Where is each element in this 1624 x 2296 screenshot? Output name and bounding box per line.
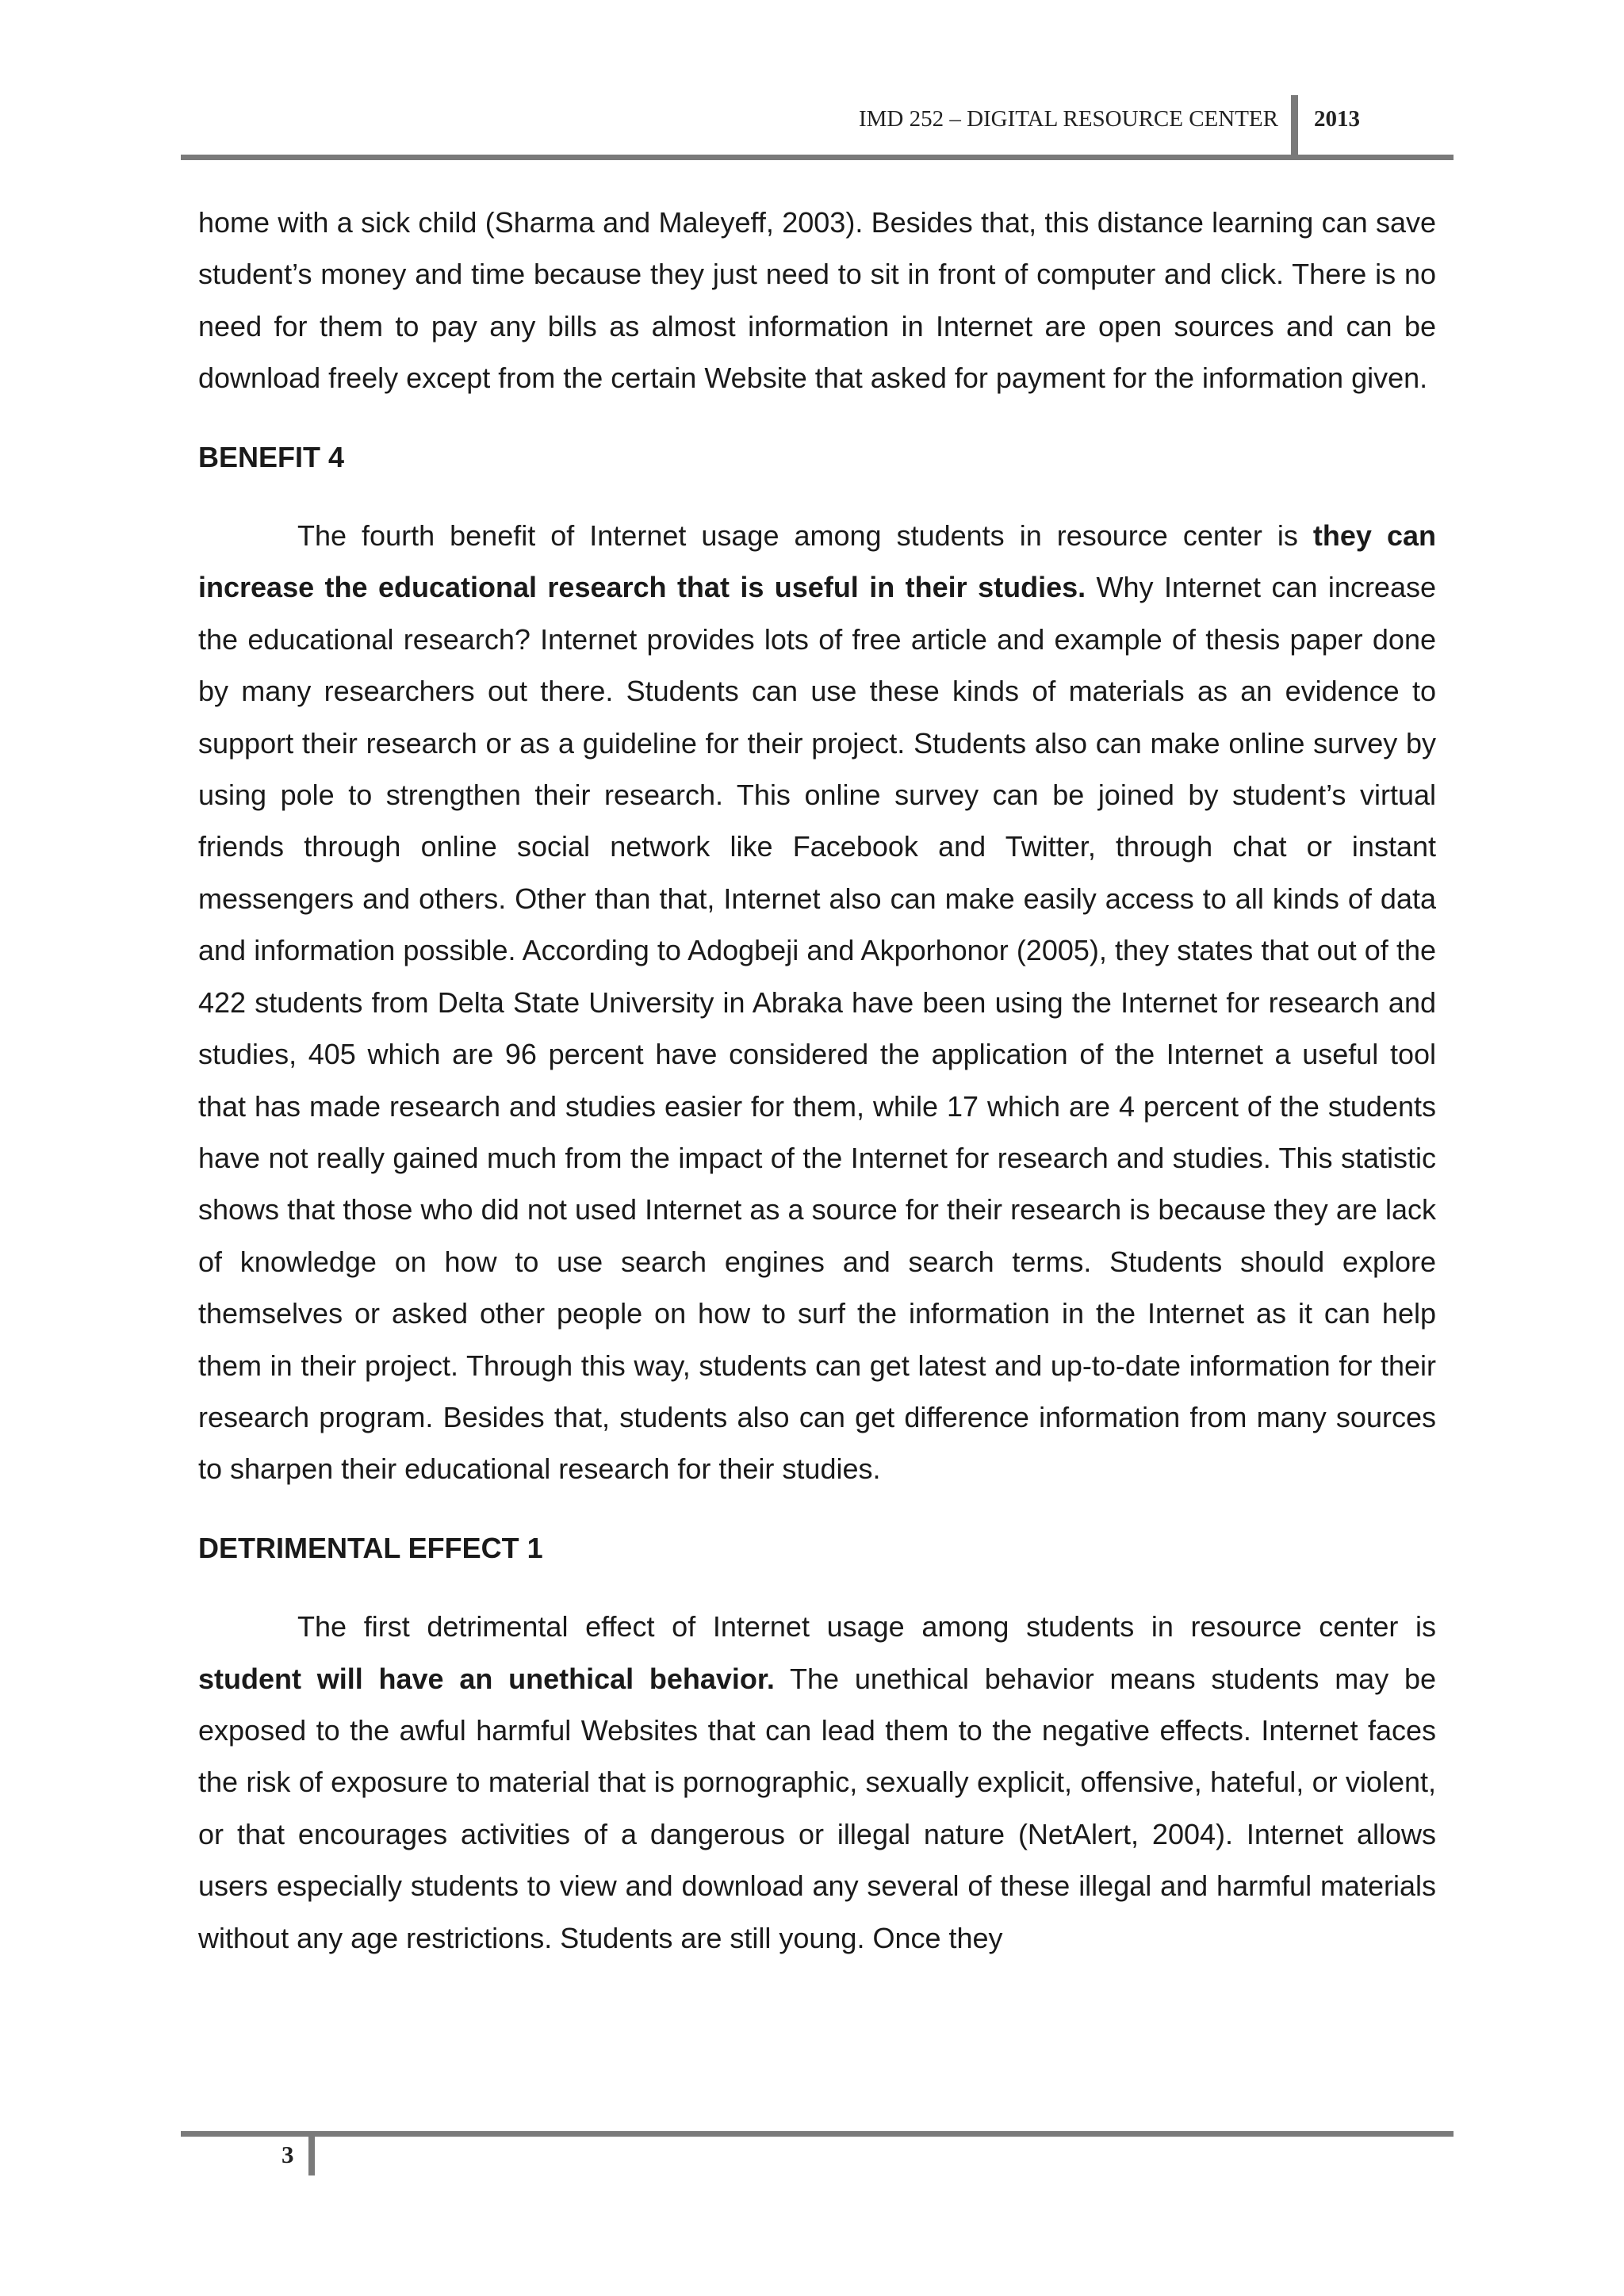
page-body	[198, 197, 1436, 1964]
paragraph-intro: home with a sick child (Sharma and Maleyeff, 2003). Besides that, this distance learning can save student’s money and time because they just need to sit in front of computer and click. There is no need for them to pay any bills as almost information in Internet are open sources and can be download freely except from the certain Website that asked for payment for the information given.	[198, 206, 1436, 395]
header-title: IMD 252 – DIGITAL RESOURCE CENTER	[858, 106, 1278, 132]
header-rule	[181, 155, 1454, 160]
paragraph-benefit-4-rest: Why Internet can increase the educational research? Internet provides lots of free article and example of thesis paper done by many researchers out there. Students can use these kinds of materials as an evidence to support their research or as a guideline for their project. Students also can make online survey by using pole to strengthen their research. This online survey can be joined by student’s virtual friends through online social network like Facebook and Twitter, through chat or instant messengers and others. Other than that, Internet also can make easily access to all kinds of data and information possible. According to Adogbeji and Akporhonor (2005), they states that out of the 422 students from Delta State University in Abraka have been using the Internet for research and studies, 405 which are 96 percent have considered the application of the Internet a useful tool that has made research and studies easier for them, while 17 which are 4 percent of the students have not really gained much from the impact of the Internet for research and studies. This statistic shows that those who did not used Internet as a source for their research is because they are lack of knowledge on how to use search engines and search terms. Students should explore themselves or asked other people on how to surf the information in the Internet as it can help them in their project. Through this way, students can get latest and up-to-date information for their research program. Besides that, students also can get difference information from many sources to sharpen their educational research for their studies.	[198, 571, 1437, 1486]
header-divider	[1291, 95, 1298, 155]
paragraph-detrimental-effect-1	[198, 1601, 1436, 1964]
paragraph-benefit-4-lead: The fourth benefit of Internet usage among students in resource center is	[297, 519, 1313, 553]
page-number: 3	[282, 2141, 294, 2168]
paragraph-benefit-4-bold: they can increase the educational research that is useful in their studies.	[198, 519, 1436, 604]
header-year: 2013	[1314, 106, 1360, 132]
heading-benefit-4: BENEFIT 4	[198, 440, 345, 473]
paragraph-detrimental-effect-1-bold: student will have an unethical behavior.	[198, 1662, 775, 1695]
paragraph-benefit-4	[198, 510, 1436, 1495]
paragraph-detrimental-effect-1-lead: The first detrimental effect of Internet usage among students in resource center is	[297, 1610, 1436, 1644]
footer-rule	[181, 2131, 1454, 2137]
heading-detrimental-effect-1: DETRIMENTAL EFFECT 1	[198, 1531, 543, 1564]
footer-divider	[308, 2131, 315, 2175]
paragraph-detrimental-effect-1-rest: The unethical behavior means students may be exposed to the awful harmful Websites that can lead them to the negative effects. Internet faces the risk of exposure to material that is pornographic, sexually explicit, offensive, hateful, or violent, or that encourages activities of a dangerous or illegal nature (NetAlert, 2004). Internet allows users especially students to view and download any several of these illegal and harmful materials without any age restrictions. Students are still young. Once they	[198, 1662, 1436, 1954]
